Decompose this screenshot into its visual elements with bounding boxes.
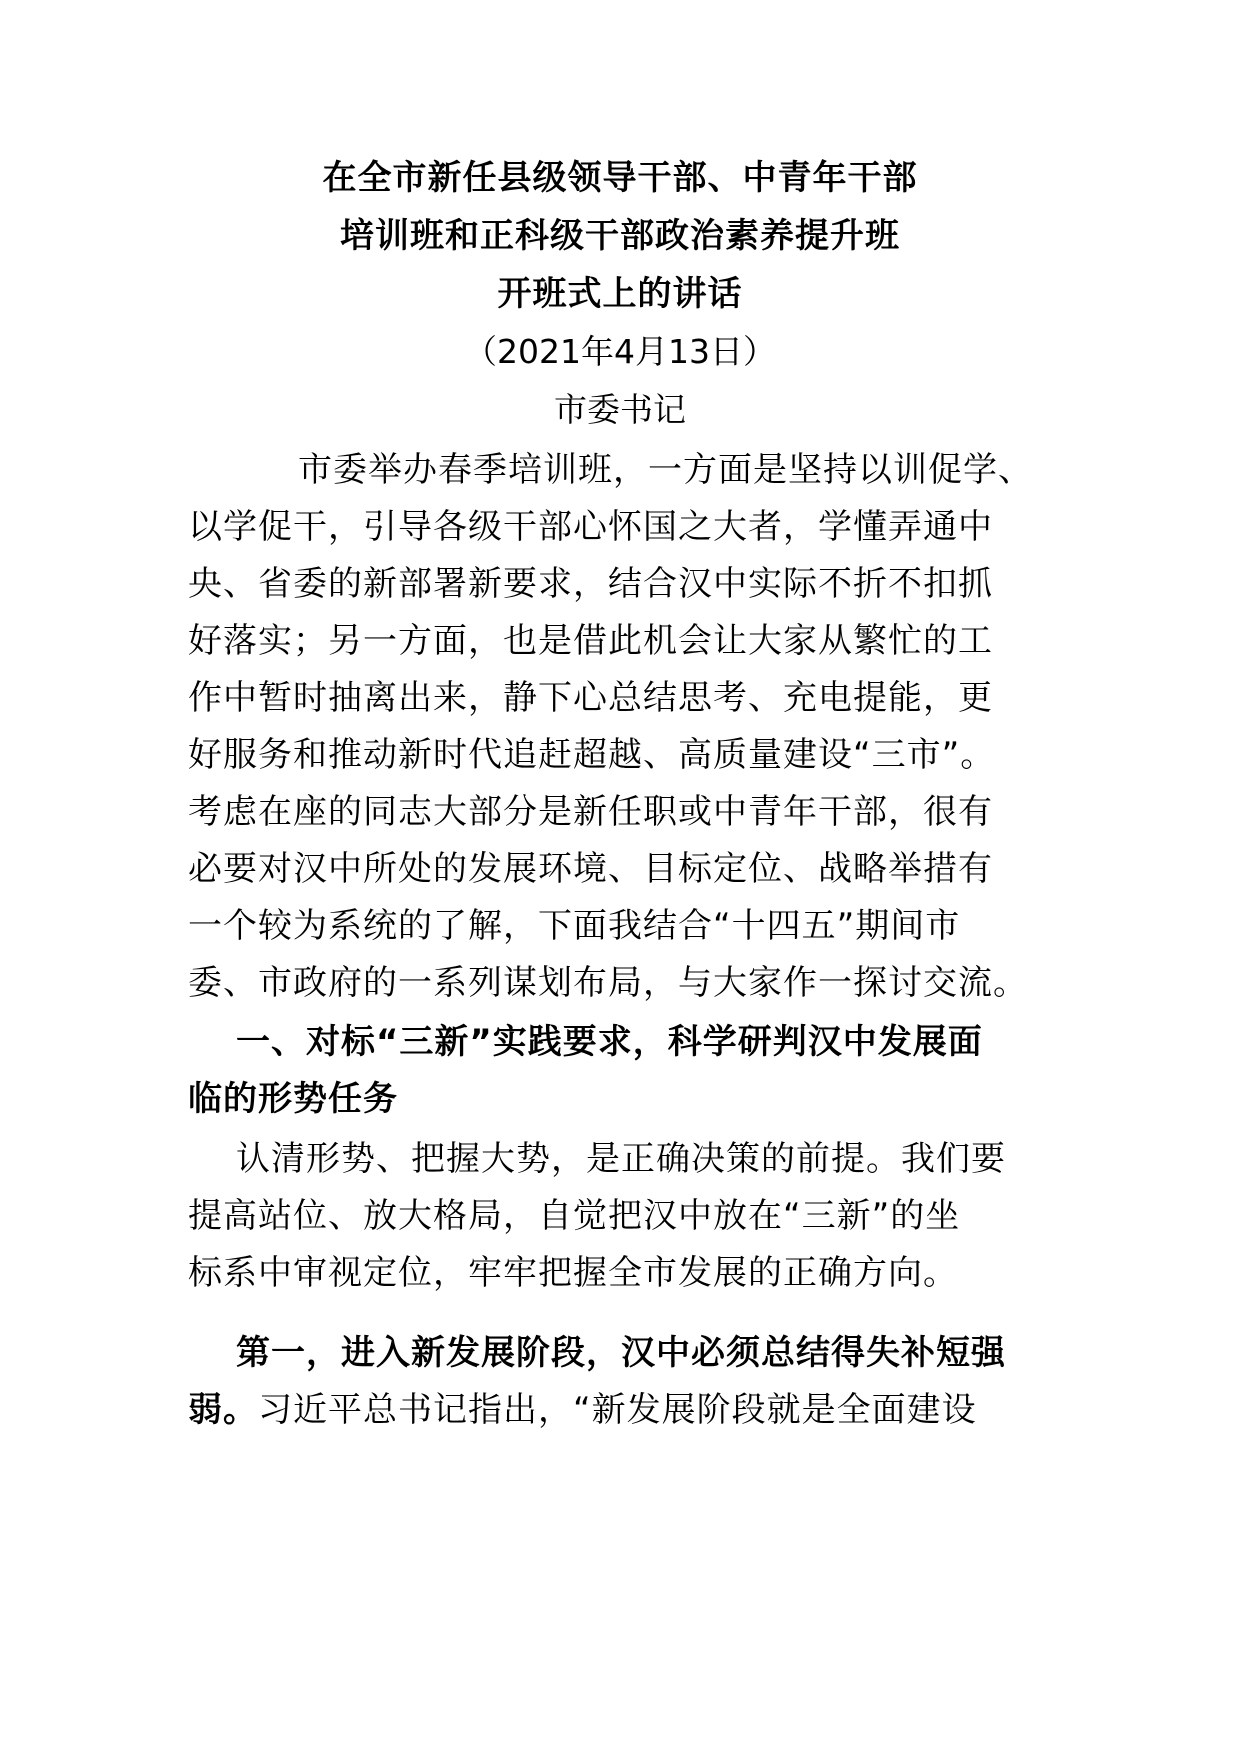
section-heading-1: 临的形势任务 xyxy=(188,1079,398,1119)
title-line-2: 培训班和正科级干部政治素养提升班 xyxy=(340,216,900,256)
paragraph-1-line: 作中暂时抽离出来，静下心总结思考、充电提能，更 xyxy=(188,678,993,718)
paragraph-1-line: 考虑在座的同志大部分是新任职或中青年干部，很有 xyxy=(188,792,993,832)
speech-date: （2021年4月13日） xyxy=(464,332,776,371)
paragraph-1-line: 好落实；另一方面，也是借此机会让大家从繁忙的工 xyxy=(188,621,993,661)
section-heading-1: 一、对标“三新”实践要求，科学研判汉中发展面 xyxy=(236,1022,983,1062)
paragraph-3-line-2 xyxy=(188,1390,977,1430)
paragraph-3-rest: 习近平总书记指出，“新发展阶段就是全面建设 xyxy=(258,1390,977,1430)
paragraph-3-bold-line: 第一，进入新发展阶段，汉中必须总结得失补短强 xyxy=(236,1333,1006,1373)
paragraph-3-bold-start: 弱。 xyxy=(188,1390,258,1430)
title-line-3: 开班式上的讲话 xyxy=(497,274,743,314)
paragraph-1-line: 好服务和推动新时代追赶超越、高质量建设“三市”。 xyxy=(188,735,996,775)
speaker-title: 市委书记 xyxy=(554,390,686,429)
paragraph-1-line: 一个较为系统的了解，下面我结合“十四五”期间市 xyxy=(188,906,961,946)
paragraph-1-line: 以学促干，引导各级干部心怀国之大者，学懂弄通中 xyxy=(188,507,993,547)
paragraph-1-line: 必要对汉中所处的发展环境、目标定位、战略举措有 xyxy=(188,849,993,889)
paragraph-2-line: 认清形势、把握大势，是正确决策的前提。我们要 xyxy=(236,1139,1006,1179)
title-line-1: 在全市新任县级领导干部、中青年干部 xyxy=(322,158,918,198)
paragraph-2-line: 标系中审视定位，牢牢把握全市发展的正确方向。 xyxy=(188,1253,958,1293)
paragraph-1-line: 市委举办春季培训班，一方面是坚持以训促学、 xyxy=(298,450,1033,490)
paragraph-1-line: 央、省委的新部署新要求，结合汉中实际不折不扣抓 xyxy=(188,564,993,604)
paragraph-2-line: 提高站位、放大格局，自觉把汉中放在“三新”的坐 xyxy=(188,1196,961,1236)
paragraph-1-line: 委、市政府的一系列谋划布局，与大家作一探讨交流。 xyxy=(188,963,1028,1003)
